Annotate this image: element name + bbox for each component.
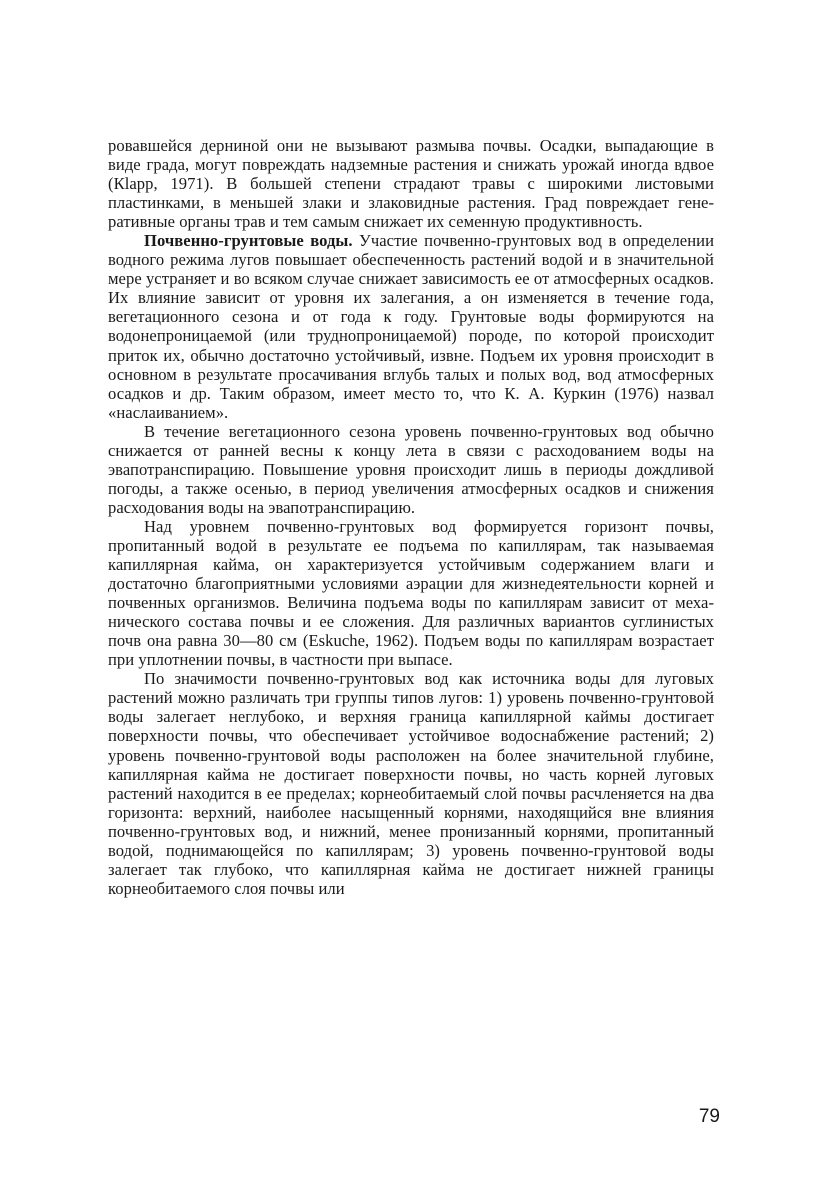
paragraph-text: Над уровнем почвенно-грунтовых вод формируется горизонт почвы, пропитанный водой в результате ее подъема по капиллярам, так называемая капиллярная кайма, он характеризуется устойчивым содержанием влаги и достаточно благоприятными условиями аэрации для жизнедеятельности корней и почвенных организмов. Величина подъема воды по капиллярам зависит от механического состава почвы и ее сложения. Для различных вариантов суглинистых почв она равна 30—80 см (Eskuche, 1962). Подъем воды по капиллярам возрастает при уплотнении почвы, в частности при выпасе. — [108, 516, 714, 670]
paragraph-seasonal-level — [108, 422, 714, 517]
section-heading: Почвенно-грунтовые воды. — [144, 231, 353, 251]
paragraph-groundwater — [108, 231, 714, 421]
paragraph-text: Участие почвенно-грунтовых вод в определении водного режима лугов повышает обеспеченность растений водой и в значительной мере устраняет и во всяком случае снижает зависимость ее от атмосферных осадков. Их влияние зависит от уровня их залегания, а он изменяется в течение года, вегетационного сезона и от года к году. Грунтовые воды формируются на водонепроницаемой (или труднопроницаемой) породе, по которой происходит приток их, обычно достаточно устойчивый, извне. Подъем их уровня происходит в основном в результате просачивания вглубь талых и полых вод, вод атмосферных осадков и др. Таким образом, имеет место то, что К. А. Куркин (1976) назвал «наслаиванием». — [108, 231, 715, 422]
paragraph-text: По значимости почвенно-грунтовых вод как источника воды для луговых растений можно различать три группы типов лугов: 1) уровень почвенно-грунтовой воды залегает неглубоко, и верхняя граница капиллярной каймы достигает поверхности почвы, что обеспечивает устойчивое водоснабжение растений; 2) уровень почвенно-грунтовой воды расположен на более значительной глубине, капиллярная кайма не достигает поверхности почвы, но часть корней луговых растений находится в ее пределах; корнеобитаемый слой почвы расчленяется на два горизонта: верхний, наиболее насыщенный корнями, находящийся вне влияния почвенно-грунтовых вод, и нижний, менее пронизанный корнями, пропитанный водой, поднимающейся по капиллярам; 3) уровень почвенно-грунтовой воды залегает так глубоко, что капиллярная кайма не достигает нижней границы корнеобитаемого слоя почвы или — [108, 669, 714, 898]
paragraph-continuation — [108, 136, 714, 231]
paragraph-text: В течение вегетационного сезона уровень почвенно-грунтовых вод обычно снижается от ранней весны к концу лета в связи с расходованием воды на эвапотранспирацию. Повышение уровня происходит лишь в периоды дождливой погоды, а также осенью, в период увеличения атмосферных осадков и снижения расходования воды на эвапотранспирацию. — [108, 421, 714, 517]
page-number: 79 — [698, 1106, 720, 1127]
paragraph-text: ровавшейся дерниной они не вызывают размыва почвы. Осадки, выпадающие в виде града, могут повреждать надземные растения и снижать урожай иногда вдвое (Кlapp, 1971). В большей степени страдают травы с широкими листовыми пластинками, в меньшей злаки и злаковидные растения. Град повреждает генеративные органы трав и тем самым снижает их семенную продуктивность. — [108, 136, 714, 232]
paragraph-meadow-types — [108, 669, 714, 898]
paragraph-capillary-fringe — [108, 517, 714, 669]
page-body — [108, 136, 714, 898]
